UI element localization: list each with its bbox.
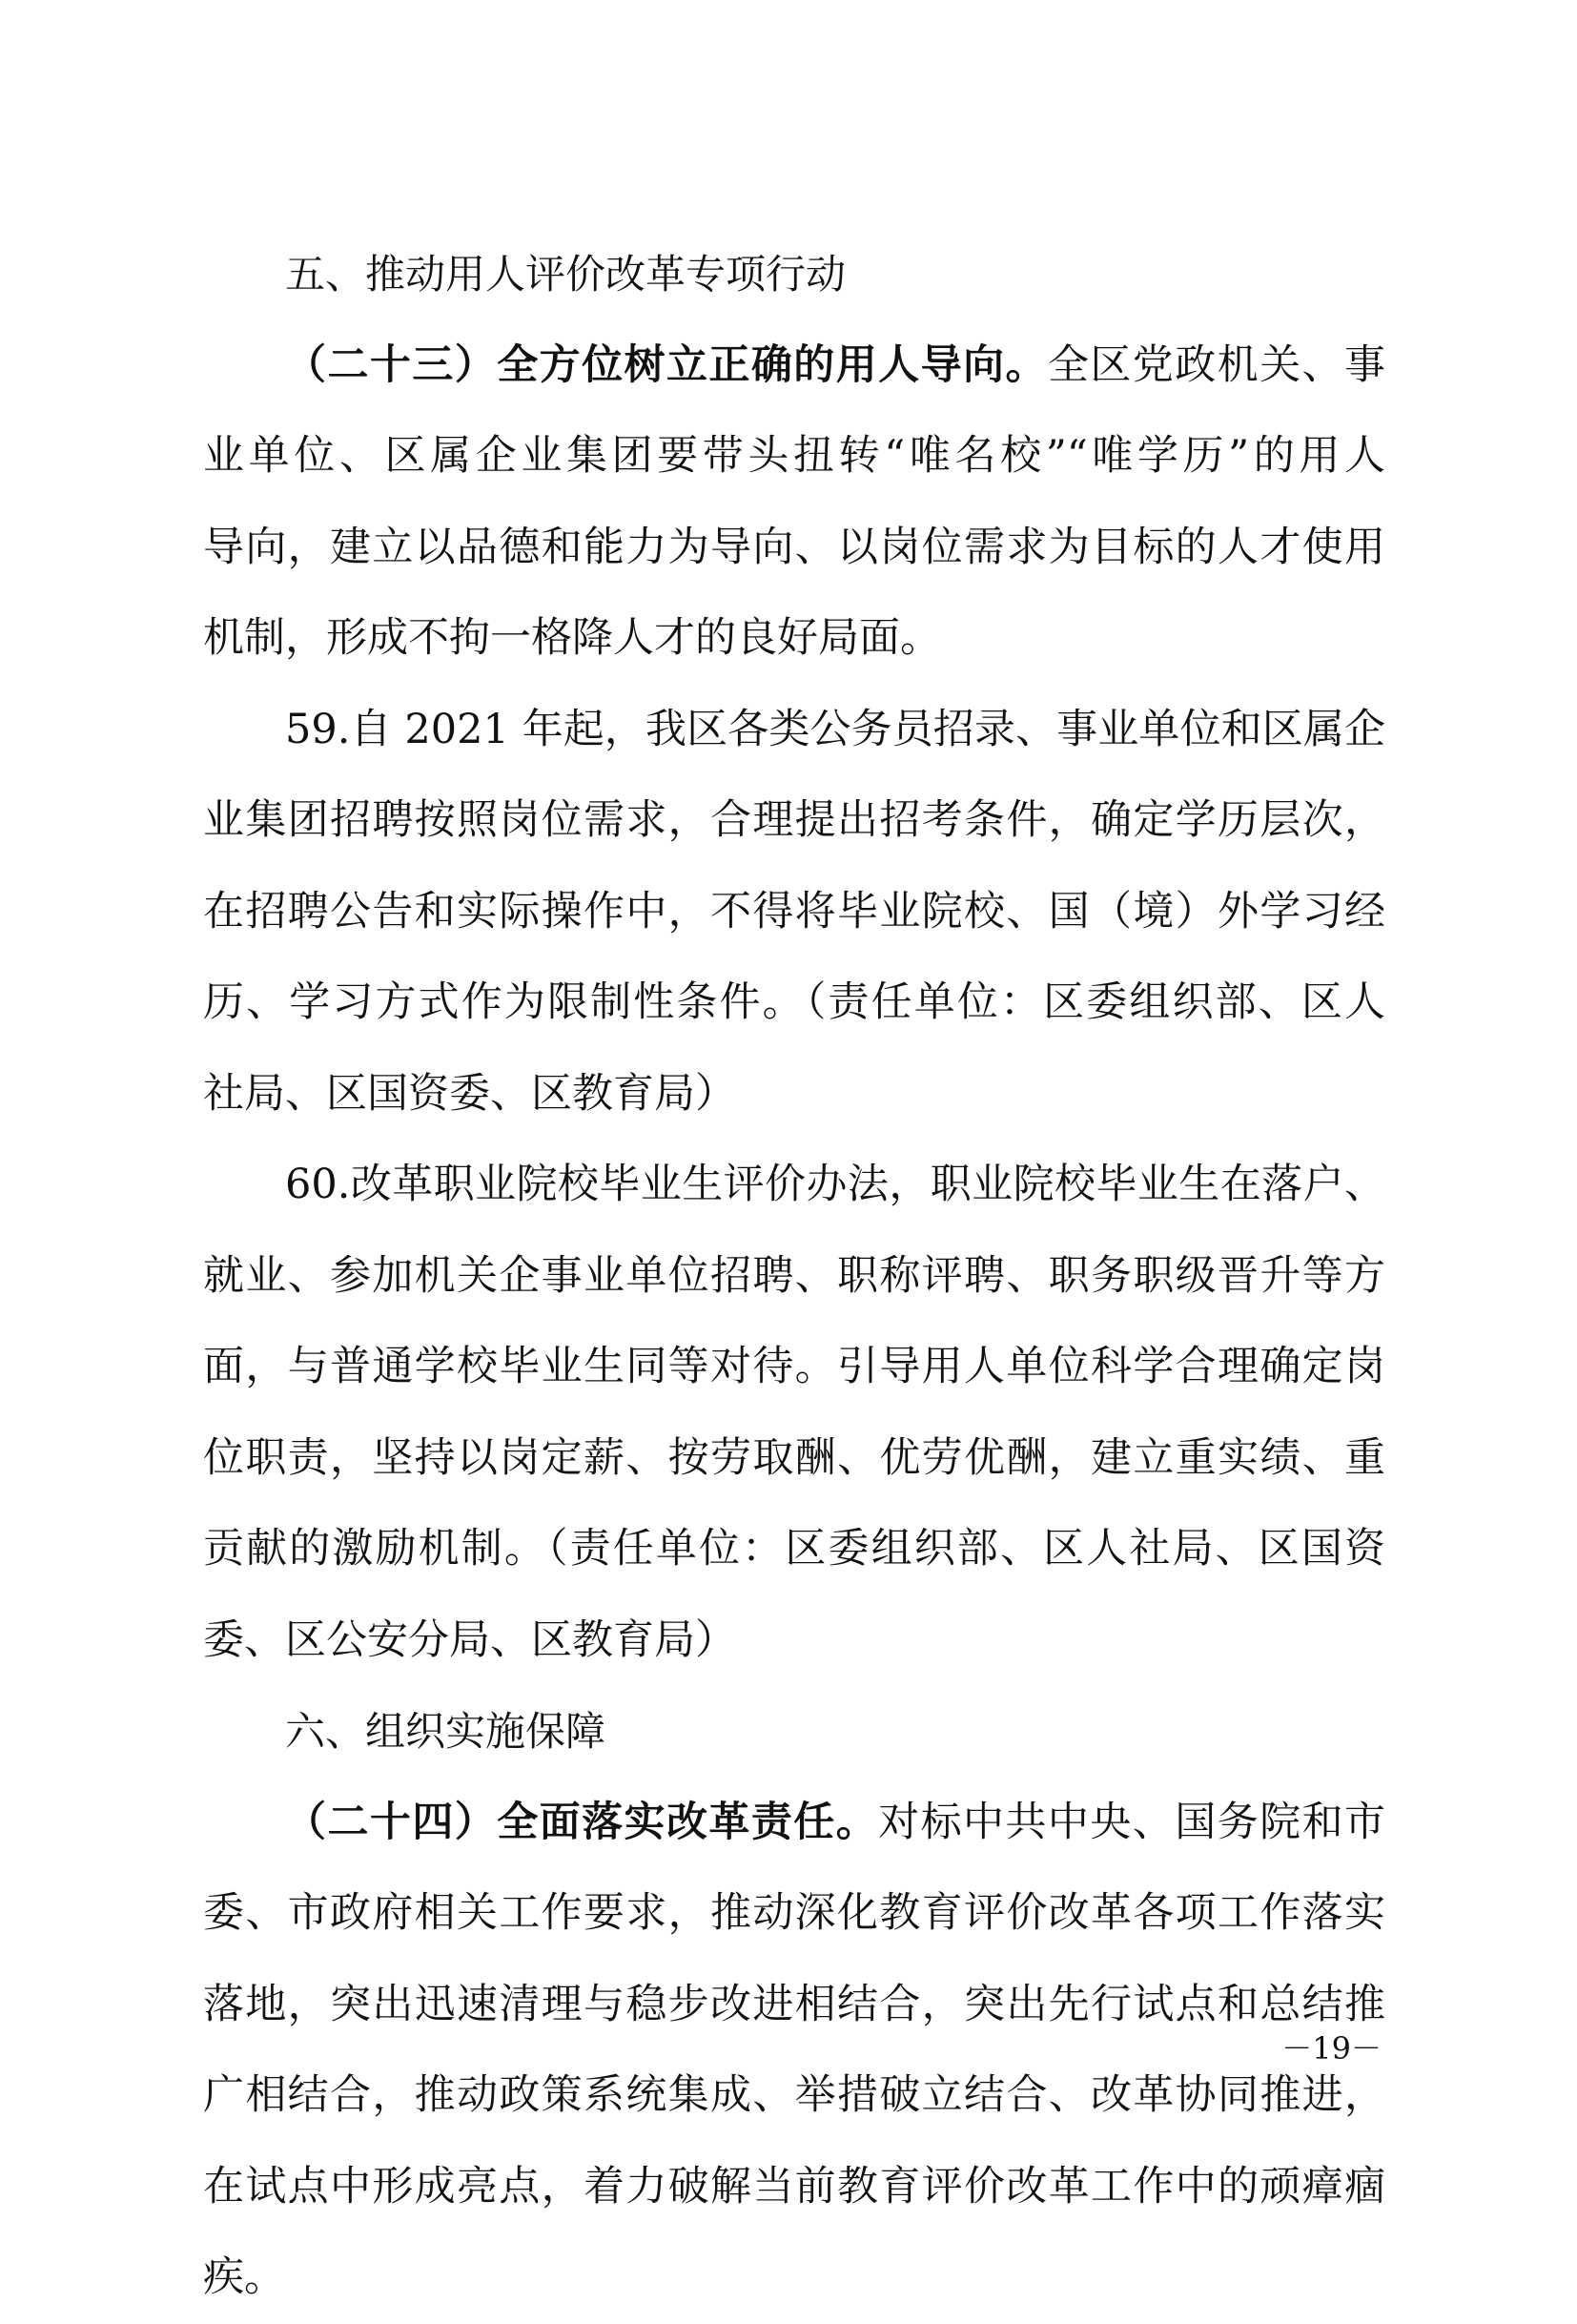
item-24-line-2: 委、市政府相关工作要求，推动深化教育评价改革各项工作落实 xyxy=(203,1889,1385,1937)
item-24-text: 对标中共中央、国务院和市 xyxy=(878,1798,1386,1846)
item-59-line-5: 社局、区国资委、区教育局） xyxy=(203,1069,736,1118)
item-24-line-1 xyxy=(203,1778,1385,1869)
item-24-line-5: 在试点中形成亮点，着力破解当前教育评价改革工作中的顽瘴痼 xyxy=(203,2162,1385,2211)
item-59-line-4: 历、学习方式作为限制性条件。（责任单位：区委组织部、区人 xyxy=(203,978,1385,1026)
item-24-label: （二十四）全面落实改革责任。 xyxy=(285,1798,879,1846)
item-60-line-3: 面，与普通学校毕业生同等对待。引导用人单位科学合理确定岗 xyxy=(203,1343,1385,1390)
item-24-line-6: 疾。 xyxy=(203,2253,285,2301)
item-23-label: （二十三）全方位树立正确的用人导向。 xyxy=(285,340,1048,389)
item-59-line-3: 在招聘公告和实际操作中，不得将毕业院校、国（境）外学习经 xyxy=(203,887,1385,936)
item-23-line-4: 机制，形成不拘一格降人才的良好局面。 xyxy=(203,614,941,662)
document-body xyxy=(203,229,1385,2324)
item-60-line-4: 位职责，坚持以岗定薪、按劳取酬、优劳优酬，建立重实绩、重 xyxy=(203,1433,1385,1482)
item-24-line-3: 落地，突出迅速清理与稳步改进相结合，突出先行试点和总结推 xyxy=(203,1980,1385,2028)
section-heading-5: 五、推动用人评价改革专项行动 xyxy=(285,251,847,298)
item-23-text: 全区党政机关、事 xyxy=(1047,340,1386,389)
item-24-line-4: 广相结合，推动政策系统集成、举措破立结合、改革协同推进， xyxy=(203,2071,1385,2119)
item-23-line-1 xyxy=(203,320,1385,412)
section-heading-6: 六、组织实施保障 xyxy=(285,1708,606,1755)
item-59-line-1: 59.自 2021 年起，我区各类公务员招录、事业单位和区属企 xyxy=(285,705,1385,753)
item-60-line-1: 60.改革职业院校毕业生评价办法，职业院校毕业生在落户、 xyxy=(285,1161,1385,1208)
item-60-line-6: 委、区公安分局、区教育局） xyxy=(203,1615,736,1664)
item-23-line-3: 导向，建立以品德和能力为导向、以岗位需求为目标的人才使用 xyxy=(203,523,1385,571)
item-59-line-2: 业集团招聘按照岗位需求，合理提出招考条件，确定学历层次， xyxy=(203,796,1385,844)
item-60-line-5: 贡献的激励机制。（责任单位：区委组织部、区人社局、区国资 xyxy=(203,1525,1385,1573)
item-60-line-2: 就业、参加机关企事业单位招聘、职称评聘、职务职级晋升等方 xyxy=(203,1251,1385,1300)
page-number: －19－ xyxy=(1281,2030,1382,2067)
item-23-line-2: 业单位、区属企业集团要带头扭转“唯名校”“唯学历”的用人 xyxy=(203,432,1385,480)
